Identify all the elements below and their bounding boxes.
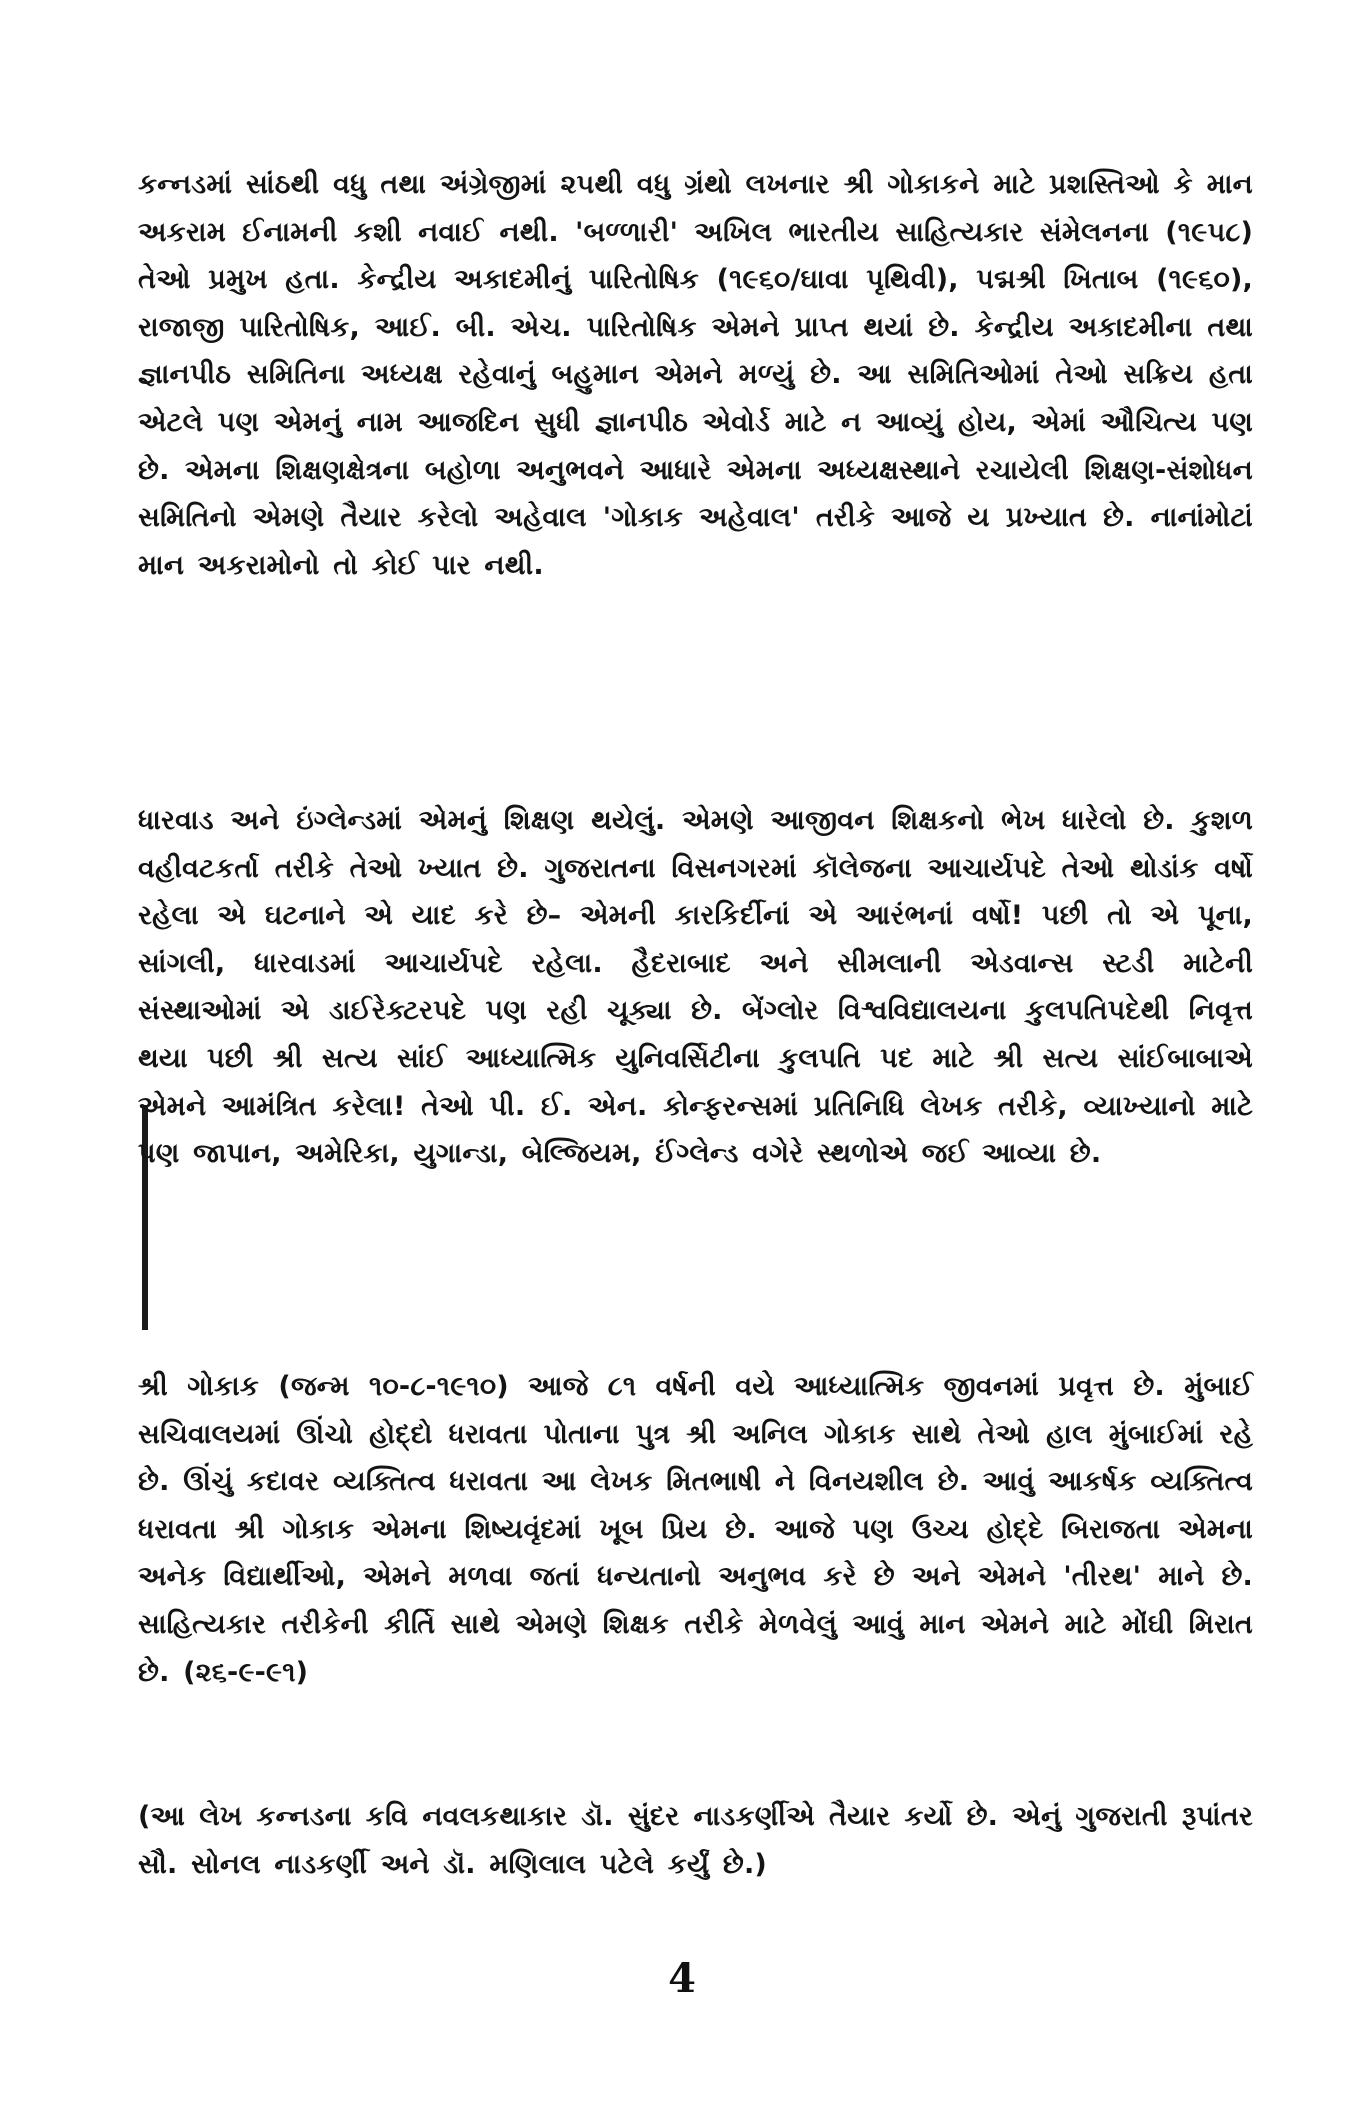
paragraph-author-note: (આ લેખ કન્નડના કવિ નવલકથાકાર ડૉ. સુંદર નાડકર્ણીએ તૈયાર કર્યો છે. એનું ગુજરાતી રૂપાંતર સૌ. સોનલ નાડકર્ણી અને ડૉ. મણિલાલ પટેલે કર્યું છે.) bbox=[138, 1801, 1253, 1880]
page-number: 4 bbox=[668, 1955, 696, 2002]
paragraph-awards: કન્નડમાં સાંઠથી વધુ તથા અંગ્રેજીમાં ૨૫થી વધુ ગ્રંથો લખનાર શ્રી ગોકાકને માટે પ્રશસ્તિઓ કે માન અકરામ ઈનામની કશી નવાઈ નથી. 'બળ્ળારી' અખિલ ભારતીય સાહિત્યકાર સંમેલનના (૧૯૫૮) તેઓ પ્રમુખ હતા. કેન્દ્રીય અકાદમીનું પારિતોષિક (૧૯૬૦/ઘાવા પૃથિવી), પદ્મશ્રી ખિતાબ (૧૯૬૦), રાજાજી પારિતોષિક, આઈ. બી. એચ. પારિતોષિક એમને પ્રાપ્ત થયાં છે. કેન્દ્રીય અકાદમીના તથા જ્ઞાનપીઠ સમિતિના અધ્યક્ષ રહેવાનું બહુમાન એમને મળ્યું છે. આ સમિતિઓમાં તેઓ સક્રિય હતા એટલે પણ એમનું નામ આજદિન સુધી જ્ઞાનપીઠ એવોર્ડ માટે ન આવ્યું હોય, એમાં ઔચિત્ય પણ છે. એમના શિક્ષણક્ષેત્રના બહોળા અનુભવને આધારે એમના અધ્યક્ષસ્થાને રચાયેલી શિક્ષણ-સંશોધન સમિતિનો એમણે તૈયાર કરેલો અહેવાલ 'ગોકાક અહેવાલ' તરીકે આજે ય પ્રખ્યાત છે. નાનાંમોટાં માન અકરામોનો તો કોઈ પાર નથી. bbox=[138, 169, 1253, 581]
paragraph-education-career: ધારવાડ અને ઇંગ્લેન્ડમાં એમનું શિક્ષણ થયેલું. એમણે આજીવન શિક્ષકનો ભેખ ધારેલો છે. કુશળ વહીવટકર્તા તરીકે તેઓ ખ્યાત છે. ગુજરાતના વિસનગરમાં કૉલેજના આચાર્યપદે તેઓ થોડાંક વર્ષો રહેલા એ ઘટનાને એ યાદ કરે છે– એમની કારકિર્દીનાં એ આરંભનાં વર્ષો! પછી તો એ પૂના, સાંગલી, ધારવાડમાં આચાર્યપદે રહેલા. હૈદરાબાદ અને સીમલાની એડવાન્સ સ્ટડી માટેની સંસ્થાઓમાં એ ડાઈરેક્ટરપદે પણ રહી ચૂક્યા છે. બેંગ્લોર વિશ્વવિદ્યાલયના કુલપતિપદેથી નિવૃત્ત થયા પછી શ્રી સત્ય સાંઈ આધ્યાત્મિક યુનિવર્સિટીના કુલપતિ પદ માટે શ્રી સત્ય સાંઈબાબાએ એમને આમંત્રિત કરેલા! તેઓ પી. ઈ. એન. કોન્ફરન્સમાં પ્રતિનિધિ લેખક તરીકે, વ્યાખ્યાનો માટે પણ જાપાન, અમેરિકા, યુગાન્ડા, બેલ્જિયમ, ઈંગ્લેન્ડ વગેરે સ્થળોએ જઈ આવ્યા છે. bbox=[138, 805, 1253, 1170]
paragraph-personal-life: શ્રી ગોકાક (જન્મ ૧૦-૮-૧૯૧૦) આજે ૮૧ વર્ષની વયે આધ્યાત્મિક જીવનમાં પ્રવૃત્ત છે. મુંબાઈ સચિવાલયમાં ઊંચો હોદ્દો ધરાવતા પોતાના પુત્ર શ્રી અનિલ ગોકાક સાથે તેઓ હાલ મુંબાઈમાં રહે છે. ઊંચું કદાવર વ્યક્તિત્વ ધરાવતા આ લેખક મિતભાષી ને વિનયશીલ છે. આવું આકર્ષક વ્યક્તિત્વ ધરાવતા શ્રી ગોકાક એમના શિષ્યવૃંદમાં ખૂબ પ્રિય છે. આજે પણ ઉચ્ચ હોદ્દે બિરાજતા એમના અનેક વિદ્યાર્થીઓ, એમને મળવા જતાં ધન્યતાનો અનુભવ કરે છે અને એમને 'તીરથ' માને છે. સાહિત્યકાર તરીકેની કીર્તિ સાથે એમણે શિક્ષક તરીકે મેળવેલું આવું માન એમને માટે મોંઘી મિરાત છે. (૨૬-૯-૯૧) bbox=[138, 1371, 1253, 1688]
